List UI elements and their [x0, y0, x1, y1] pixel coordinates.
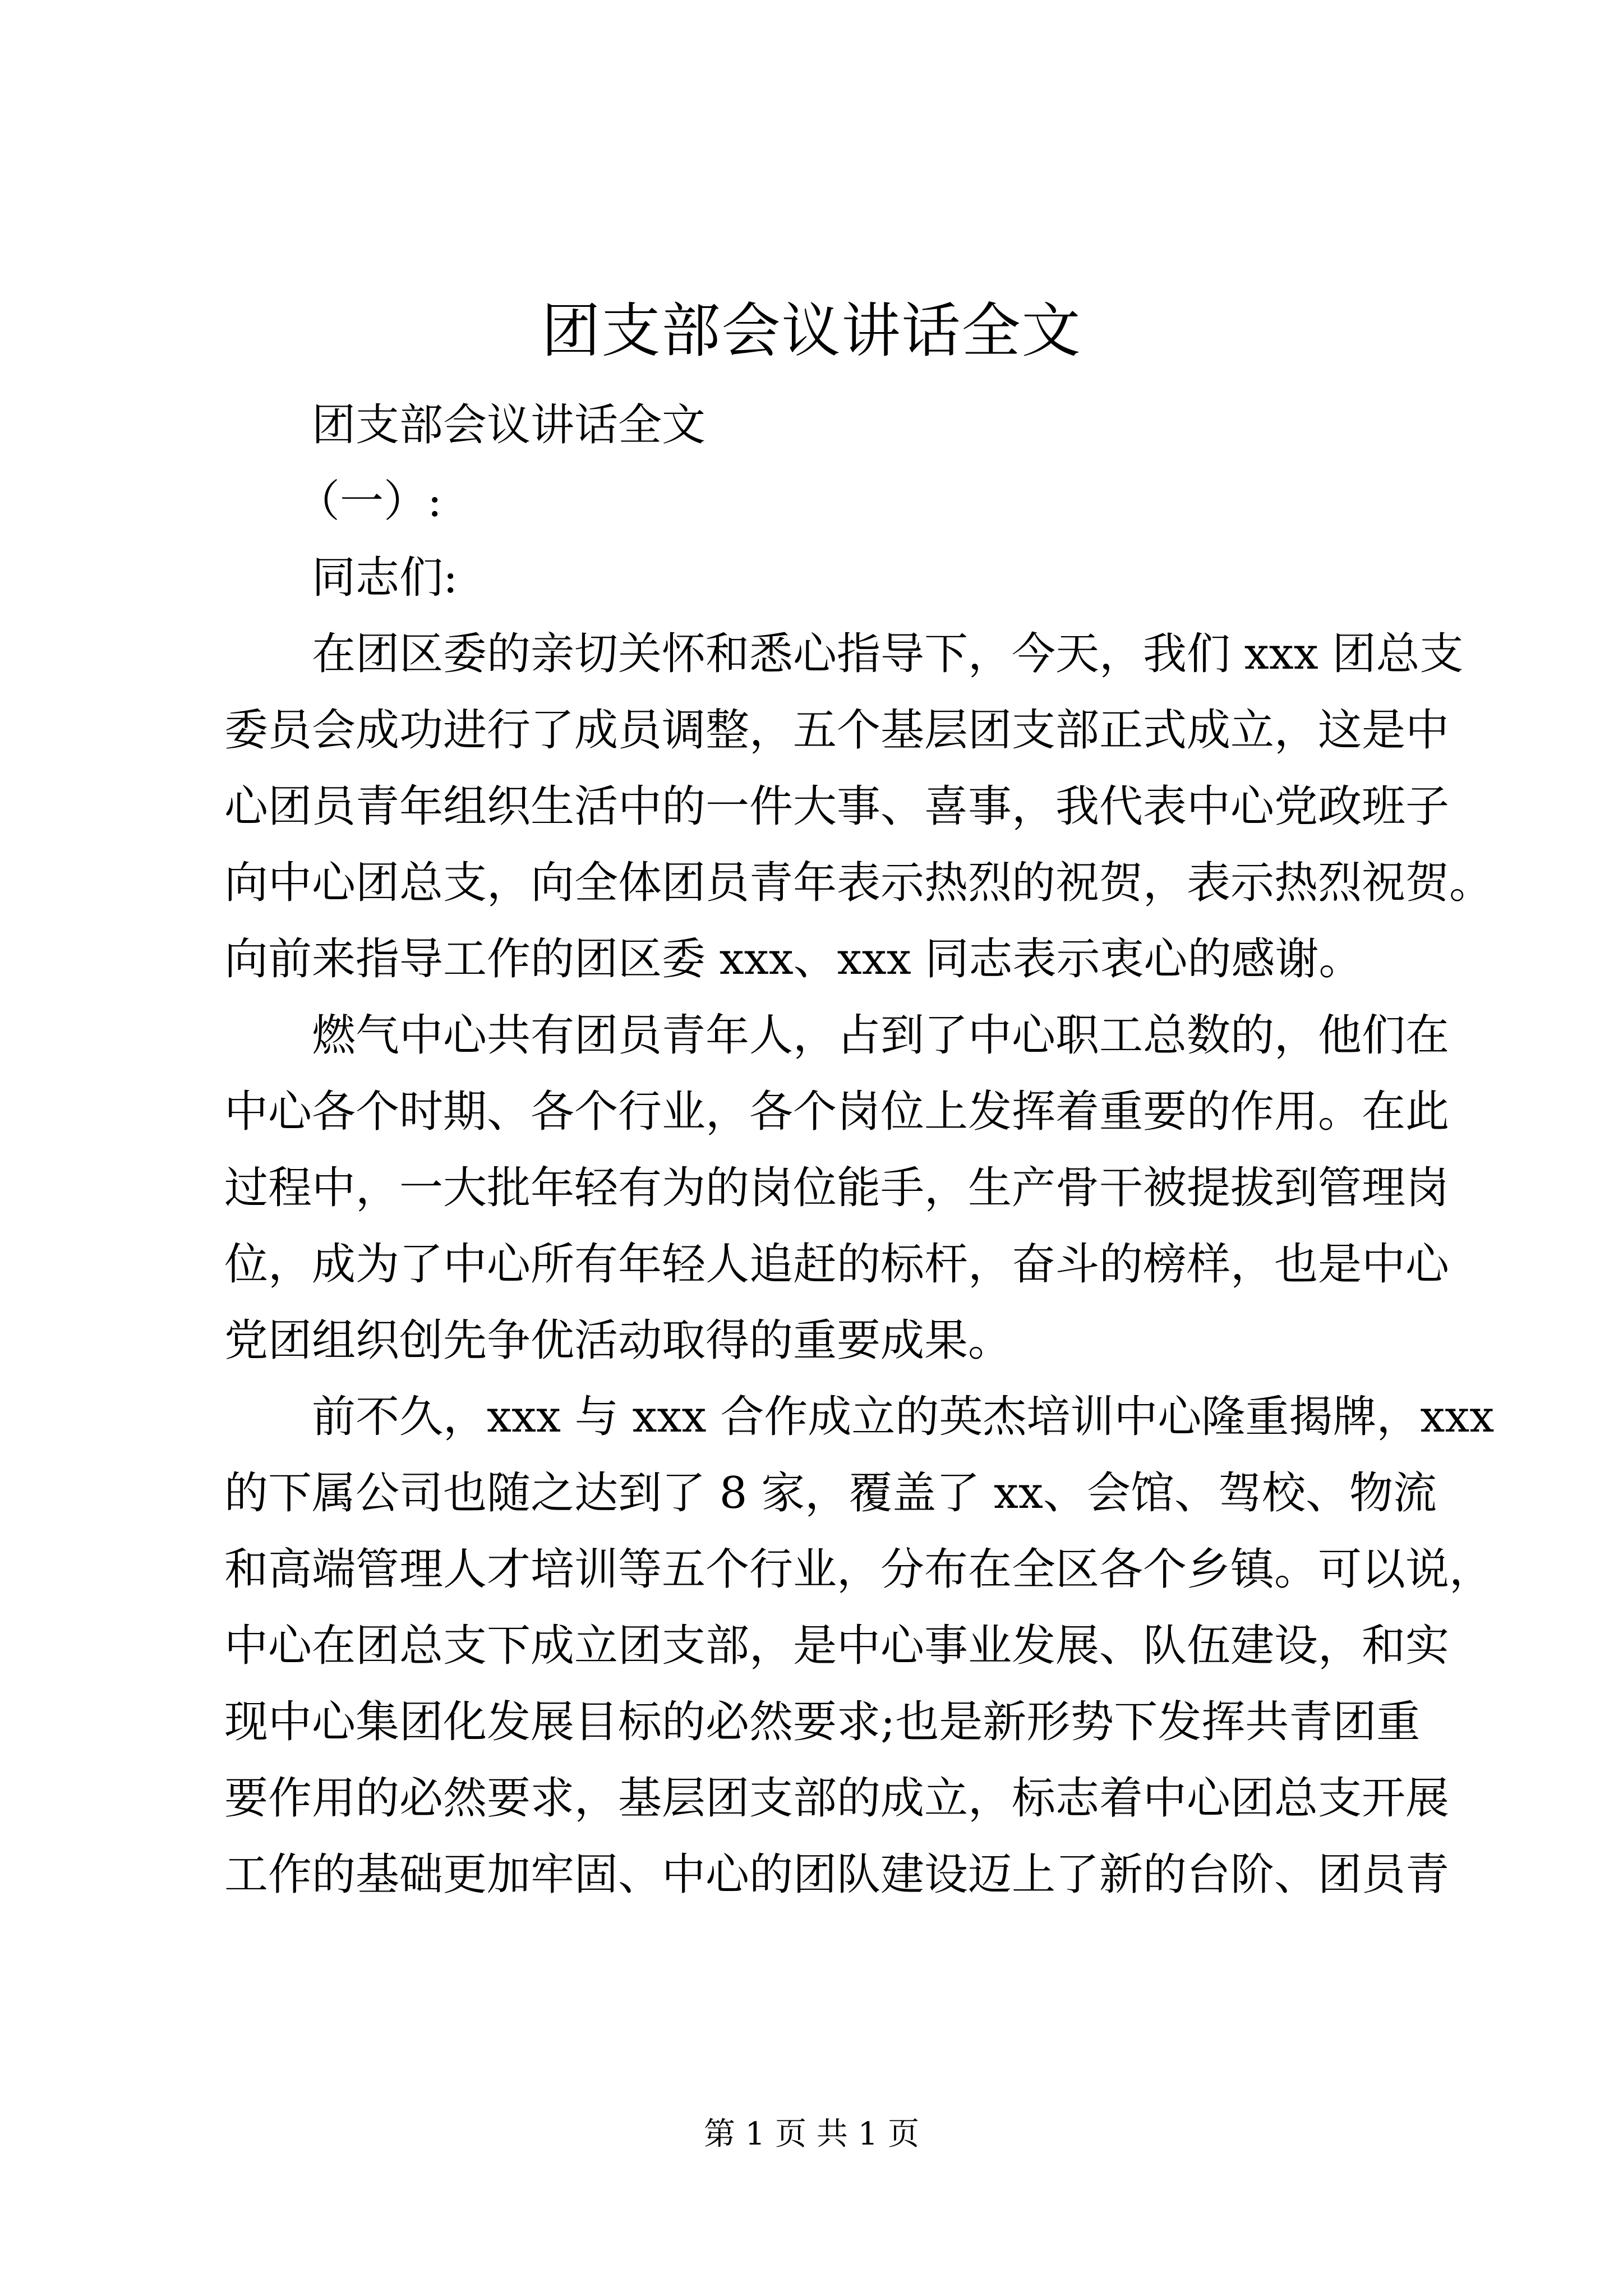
paragraph-line: 要作用的必然要求，基层团支部的成立，标志着中心团总支开展 [224, 1773, 1450, 1824]
paragraph-line: 前不久，xxx 与 xxx 合作成立的英杰培训中心隆重揭牌，xxx [312, 1392, 1495, 1442]
paragraph-line: 燃气中心共有团员青年人，占到了中心职工总数的，他们在 [312, 1010, 1450, 1061]
paragraph-line: 向前来指导工作的团区委 xxx、xxx 同志表示衷心的感谢。 [224, 934, 1363, 984]
page-footer: 第 1 页 共 1 页 [703, 2116, 920, 2152]
document-body [224, 387, 1495, 1913]
paragraph-line: 党团组织创先争优活动取得的重要成果。 [224, 1315, 1012, 1366]
section-marker: （一）: [296, 476, 442, 527]
document-title: 团支部会议讲话全文 [541, 297, 1082, 365]
paragraph-line: 在团区委的亲切关怀和悉心指导下，今天，我们 xxx 团总支 [312, 629, 1464, 679]
paragraph-line: 和高端管理人才培训等五个行业，分布在全区各个乡镇。可以说， [224, 1544, 1493, 1595]
paragraph-line: 委员会成功进行了成员调整，五个基层团支部正式成立，这是中 [224, 705, 1450, 756]
paragraph-line: 过程中，一大批年轻有为的岗位能手，生产骨干被提拔到管理岗 [224, 1163, 1450, 1213]
salutation: 同志们: [312, 553, 458, 603]
paragraph-line: 中心各个时期、各个行业，各个岗位上发挥着重要的作用。在此 [224, 1087, 1450, 1137]
paragraph-line: 工作的基础更加牢固、中心的团队建设迈上了新的台阶、团员青 [224, 1849, 1450, 1900]
paragraph-line: 的下属公司也随之达到了 8 家，覆盖了 xx、会馆、驾校、物流 [224, 1468, 1437, 1519]
paragraph-line: 中心在团总支下成立团支部，是中心事业发展、队伍建设，和实 [224, 1621, 1450, 1671]
paragraph-line: 现中心集团化发展目标的必然要求;也是新形势下发挥共青团重 [224, 1697, 1421, 1747]
paragraph-line: 位，成为了中心所有年轻人追赶的标杆，奋斗的榜样，也是中心 [224, 1239, 1450, 1290]
paragraph-line: 向中心团总支，向全体团员青年表示热烈的祝贺，表示热烈祝贺。 [224, 858, 1493, 908]
paragraph-line: 心团员青年组织生活中的一件大事、喜事，我代表中心党政班子 [224, 781, 1450, 832]
document-subtitle: 团支部会议讲话全文 [312, 400, 706, 450]
